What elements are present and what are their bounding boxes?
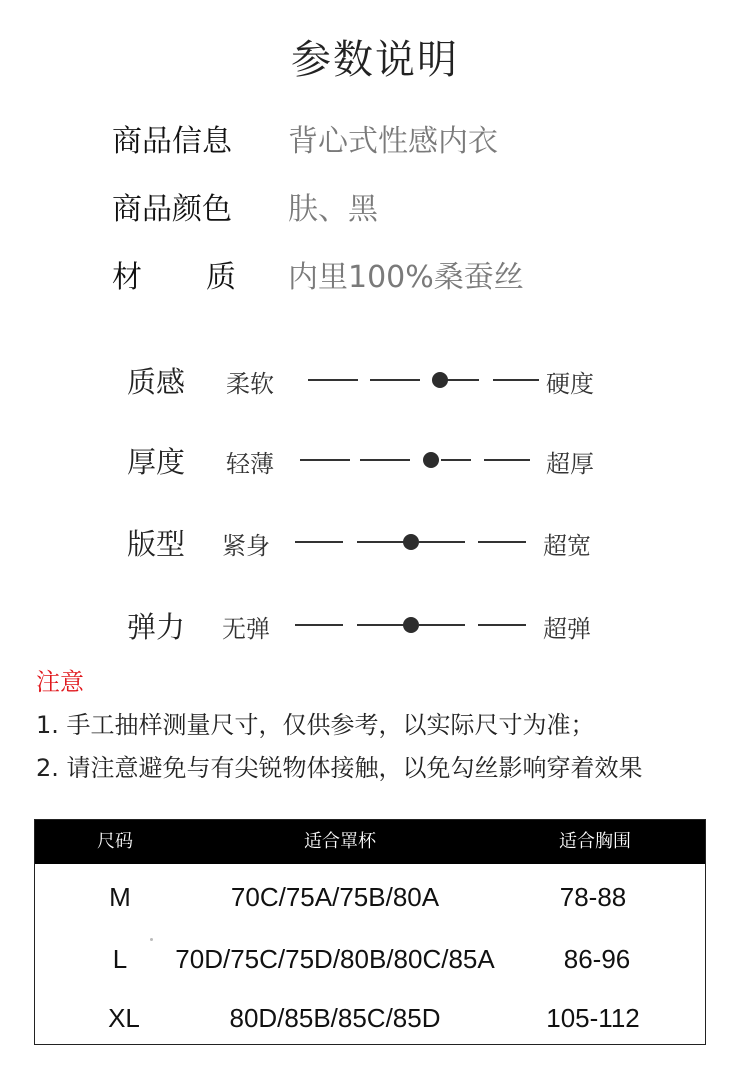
scale-segment: [478, 624, 526, 626]
scale-segment: [360, 459, 410, 461]
scale-segment: [419, 624, 465, 626]
scale-segment: [357, 624, 405, 626]
scale-name: 厚度: [127, 445, 186, 479]
scale-segment: [484, 459, 530, 461]
scale-indicator-dot: [403, 617, 419, 633]
scale-name: 弹力: [127, 610, 186, 644]
scale-indicator-dot: [432, 372, 448, 388]
scale-right-label: 硬度: [546, 370, 594, 398]
cell-bust-m: 78-88: [559, 882, 627, 912]
info-label-color: 商品颜色: [112, 192, 232, 227]
scale-segment: [295, 541, 343, 543]
info-value-material: 内里100%桑蚕丝: [288, 260, 524, 295]
page-title: 参数说明: [291, 37, 459, 83]
scale-segment: [478, 541, 526, 543]
note-line-1: 1. 手工抽样测量尺寸，仅供参考，以实际尺寸为准；: [36, 711, 595, 739]
scale-right-label: 超厚: [546, 450, 594, 478]
stray-dot: [150, 938, 153, 941]
scale-segment: [300, 459, 350, 461]
cell-bust-xl: 105-112: [546, 1003, 640, 1033]
info-label-material-char-2: 质: [206, 260, 236, 295]
info-label-material-char-1: 材: [112, 260, 142, 295]
notes-heading: 注意: [36, 668, 84, 696]
cell-size-l: L: [112, 944, 128, 974]
info-value-product: 背心式性感内衣: [288, 124, 498, 159]
scale-name: 质感: [127, 365, 186, 399]
scale-segment: [419, 541, 465, 543]
size-table-header: [35, 820, 705, 864]
scale-left-label: 无弹: [222, 615, 270, 643]
scale-left-label: 柔软: [226, 370, 274, 398]
scale-left-label: 轻薄: [226, 450, 274, 478]
scale-segment: [370, 379, 420, 381]
scale-segment: [308, 379, 358, 381]
cell-bust-l: 86-96: [563, 944, 631, 974]
header-bust: 适合胸围: [559, 831, 631, 852]
scale-segment: [493, 379, 539, 381]
cell-size-xl: XL: [108, 1003, 140, 1033]
scale-indicator-dot: [423, 452, 439, 468]
cell-cup-xl: 80D/85B/85C/85D: [229, 1003, 441, 1033]
cell-cup-m: 70C/75A/75B/80A: [230, 882, 440, 912]
scale-indicator-dot: [403, 534, 419, 550]
scale-name: 版型: [127, 527, 186, 561]
scale-segment: [295, 624, 343, 626]
header-cup: 适合罩杯: [304, 831, 376, 852]
size-table: [34, 819, 706, 1045]
scale-right-label: 超宽: [543, 532, 591, 560]
scale-segment: [441, 459, 471, 461]
cell-cup-l: 70D/75C/75D/80B/80C/85A: [175, 944, 495, 974]
info-label-material: [112, 252, 236, 296]
scale-left-label: 紧身: [222, 532, 270, 560]
info-value-color: 肤、黑: [288, 192, 378, 227]
info-label-product: 商品信息: [112, 124, 232, 159]
scale-segment: [357, 541, 405, 543]
cell-size-m: M: [109, 882, 131, 912]
header-size: 尺码: [97, 831, 133, 852]
note-line-2: 2. 请注意避免与有尖锐物体接触，以免勾丝影响穿着效果: [36, 754, 643, 782]
scale-right-label: 超弹: [543, 615, 591, 643]
